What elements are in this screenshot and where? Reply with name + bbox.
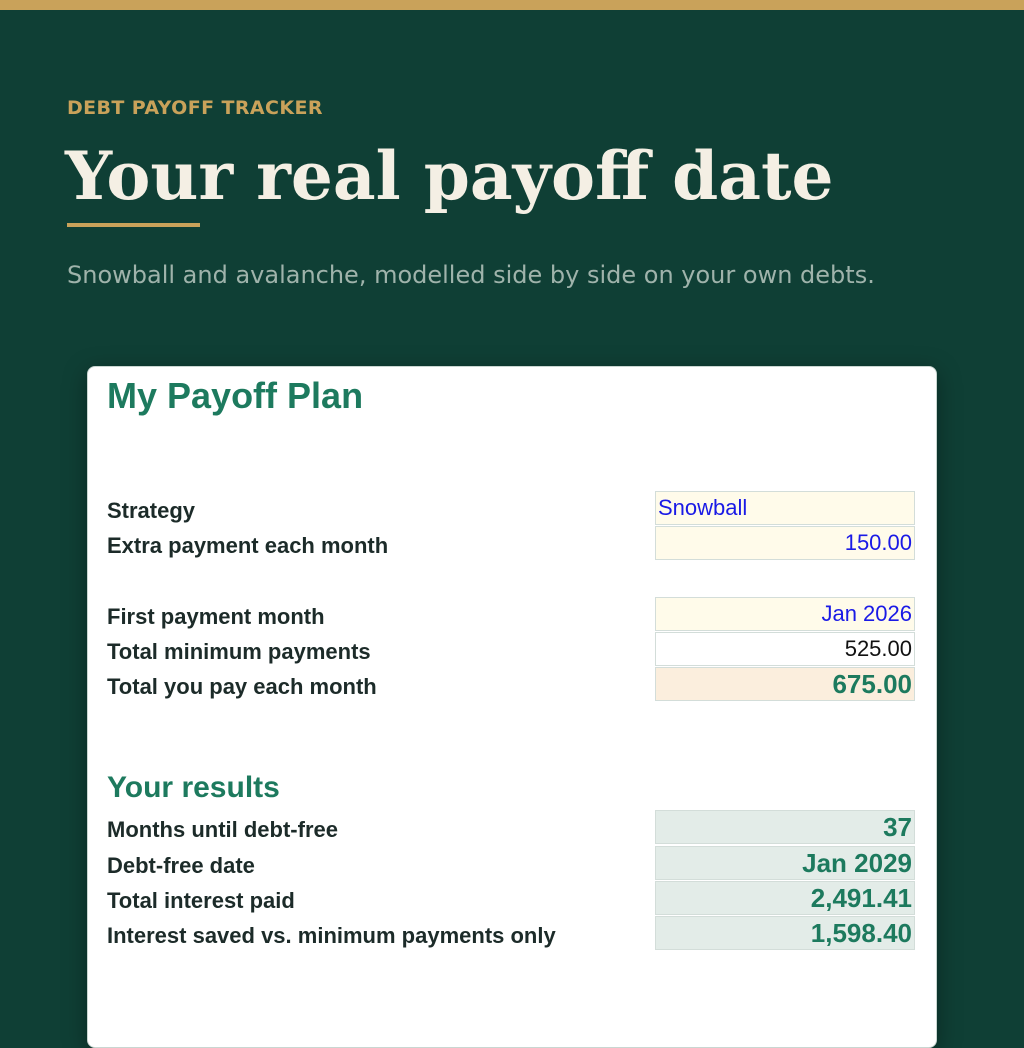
total-interest-label: Total interest paid	[107, 888, 295, 913]
strategy-input[interactable]: Snowball	[655, 491, 915, 525]
payoff-plan-sheet	[87, 366, 937, 1048]
total-minimum-label: Total minimum payments	[107, 639, 371, 664]
monthly-total-value: 675.00	[655, 667, 915, 701]
strategy-label: Strategy	[107, 498, 196, 523]
eyebrow-label: DEBT PAYOFF TRACKER	[67, 97, 323, 119]
results-heading: Your results	[107, 771, 280, 804]
interest-saved-label: Interest saved vs. minimum payments only	[107, 923, 556, 948]
extra-payment-label: Extra payment each month	[107, 533, 389, 558]
interest-saved-value: 1,598.40	[655, 916, 915, 950]
sheet-title: My Payoff Plan	[107, 375, 364, 416]
page-subtitle: Snowball and avalanche, modelled side by side on your own debts.	[67, 261, 875, 289]
top-accent-bar	[0, 0, 1024, 10]
months-debt-free-value: 37	[655, 810, 915, 844]
page-title: Your real payoff date	[65, 137, 834, 215]
extra-payment-input[interactable]: 150.00	[655, 526, 915, 560]
monthly-total-label: Total you pay each month	[107, 674, 377, 699]
total-minimum-value: 525.00	[655, 632, 915, 666]
months-debt-free-label: Months until debt-free	[107, 817, 338, 842]
first-payment-month-label: First payment month	[107, 604, 325, 629]
debt-free-date-value: Jan 2029	[655, 846, 915, 880]
title-underline	[67, 223, 200, 227]
total-interest-value: 2,491.41	[655, 881, 915, 915]
debt-free-date-label: Debt-free date	[107, 853, 255, 878]
first-payment-month-input[interactable]: Jan 2026	[655, 597, 915, 631]
